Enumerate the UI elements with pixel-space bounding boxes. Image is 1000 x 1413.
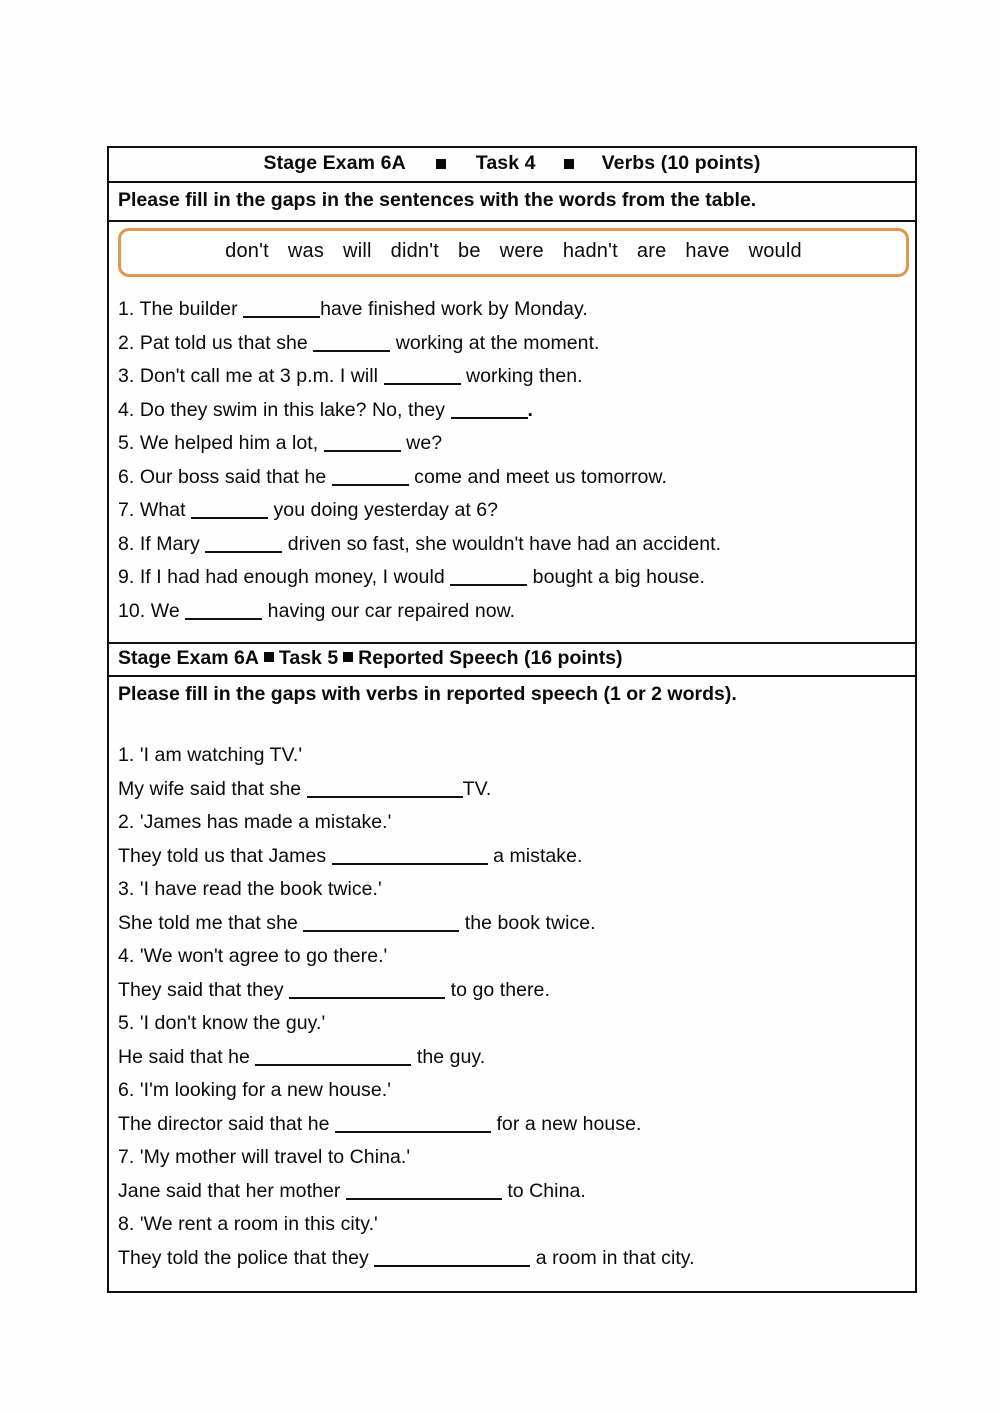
task-5-quote bbox=[118, 1141, 906, 1175]
quote-text: 'We won't agree to go there.' bbox=[139, 945, 388, 967]
task-5-quote bbox=[118, 873, 906, 907]
answer-blank[interactable] bbox=[335, 1131, 491, 1133]
task-5-body-row bbox=[109, 677, 915, 1291]
task-5-question bbox=[118, 974, 906, 1008]
answer-blank[interactable] bbox=[324, 450, 401, 452]
question-number: 7. bbox=[118, 499, 135, 521]
question-text-before: The builder bbox=[139, 298, 238, 320]
square-bullet-icon bbox=[564, 159, 574, 169]
question-number: 1. bbox=[118, 298, 135, 320]
task-5-questions bbox=[109, 706, 915, 1291]
task-5-header-exam: Stage Exam 6A bbox=[118, 647, 259, 669]
answer-blank[interactable] bbox=[289, 997, 445, 999]
answer-blank[interactable] bbox=[451, 417, 528, 419]
question-text-before: If Mary bbox=[139, 532, 200, 555]
question-number: 1. bbox=[118, 744, 135, 766]
word-bank-word[interactable]: would bbox=[748, 240, 802, 262]
question-number: 9. bbox=[118, 566, 135, 588]
question-number: 3. bbox=[118, 365, 135, 387]
question-text-before: They said that they bbox=[118, 978, 290, 1001]
square-bullet-icon bbox=[264, 652, 274, 662]
answer-blank[interactable] bbox=[243, 316, 320, 318]
question-text-before: We bbox=[150, 599, 180, 622]
worksheet-table bbox=[107, 146, 917, 1293]
task-4-question bbox=[118, 595, 906, 629]
question-text-after: for a new house. bbox=[491, 1112, 642, 1135]
task-4-instruction: Please fill in the gaps in the sentences with the words from the table. bbox=[118, 189, 757, 211]
answer-blank[interactable] bbox=[332, 863, 488, 865]
task-4-header-topic: Verbs (10 points) bbox=[601, 152, 761, 174]
blank-spacer bbox=[118, 706, 906, 739]
task-4-question bbox=[118, 461, 906, 495]
word-bank-word[interactable]: was bbox=[287, 240, 325, 262]
answer-blank[interactable] bbox=[374, 1265, 530, 1267]
question-text-before: She told me that she bbox=[118, 911, 304, 934]
task-4-questions bbox=[109, 293, 915, 642]
task-5-question bbox=[118, 840, 906, 874]
question-text-after: the book twice. bbox=[459, 911, 596, 934]
answer-blank[interactable] bbox=[313, 350, 390, 352]
answer-blank[interactable] bbox=[307, 796, 463, 798]
question-number: 6. bbox=[118, 1079, 135, 1101]
task-4-header-row bbox=[109, 148, 915, 183]
task-5-header-topic: Reported Speech (16 points) bbox=[358, 647, 623, 669]
question-number: 4. bbox=[118, 945, 135, 967]
task-5-header bbox=[109, 644, 915, 675]
square-bullet-icon bbox=[343, 652, 353, 662]
answer-blank[interactable] bbox=[384, 383, 461, 385]
task-5-quote bbox=[118, 739, 906, 773]
question-text-before: He said that he bbox=[118, 1045, 256, 1068]
task-4-header bbox=[109, 148, 915, 181]
question-text-before: My wife said that she bbox=[118, 777, 302, 800]
task-5-header-row bbox=[109, 644, 915, 677]
quote-text: 'I am watching TV.' bbox=[139, 744, 303, 766]
question-text-after: a mistake. bbox=[487, 844, 583, 867]
quote-text: 'We rent a room in this city.' bbox=[139, 1213, 378, 1235]
question-text-after: driven so fast, she wouldn't have had an accident. bbox=[282, 532, 722, 555]
task-4-question bbox=[118, 528, 906, 562]
task-4-header-task: Task 4 bbox=[475, 152, 536, 174]
question-text-before: We helped him a lot, bbox=[139, 432, 319, 454]
question-text-after: the guy. bbox=[411, 1045, 486, 1068]
task-4-question bbox=[118, 494, 906, 528]
task-5-question bbox=[118, 1242, 906, 1278]
question-text-after: working then. bbox=[460, 365, 583, 387]
task-5-quote bbox=[118, 806, 906, 840]
word-bank-word[interactable]: hadn't bbox=[562, 240, 618, 262]
question-text-after: come and meet us tomorrow. bbox=[408, 465, 667, 488]
quote-text: 'I have read the book twice.' bbox=[139, 878, 382, 900]
word-bank-word[interactable]: have bbox=[685, 240, 730, 262]
task-4-question bbox=[118, 293, 906, 327]
question-number: 2. bbox=[118, 811, 135, 833]
quote-text: 'James has made a mistake.' bbox=[139, 811, 392, 833]
task-5-instruction: Please fill in the gaps with verbs in reported speech (1 or 2 words). bbox=[118, 683, 737, 705]
task-5-header-task: Task 5 bbox=[278, 647, 339, 669]
task-5-quote bbox=[118, 1208, 906, 1242]
question-number: 5. bbox=[118, 1012, 135, 1034]
question-text-before: They told us that James bbox=[118, 844, 332, 867]
answer-blank[interactable] bbox=[191, 517, 268, 519]
word-bank-word[interactable]: are bbox=[636, 240, 667, 262]
quote-text: 'My mother will travel to China.' bbox=[139, 1146, 411, 1168]
question-text-after: you doing yesterday at 6? bbox=[268, 499, 499, 521]
square-bullet-icon bbox=[436, 159, 446, 169]
answer-blank[interactable] bbox=[205, 551, 282, 553]
answer-blank[interactable] bbox=[332, 484, 409, 486]
task-4-body-row bbox=[109, 228, 915, 644]
question-text-before: Don't call me at 3 p.m. I will bbox=[139, 365, 379, 387]
task-4-question bbox=[118, 427, 906, 461]
task-5-quote bbox=[118, 940, 906, 974]
task-4-header-exam: Stage Exam 6A bbox=[263, 152, 406, 174]
task-5-question bbox=[118, 773, 906, 807]
answer-blank[interactable] bbox=[185, 618, 262, 620]
word-bank-word[interactable]: didn't bbox=[390, 240, 440, 262]
task-5-question bbox=[118, 1108, 906, 1142]
question-text-after: bought a big house. bbox=[527, 566, 705, 588]
question-text-after: working at the moment. bbox=[390, 331, 600, 354]
question-text-before: The director said that he bbox=[118, 1112, 335, 1135]
question-number: 5. bbox=[118, 432, 135, 454]
task-4-question bbox=[118, 360, 906, 394]
task-4-question bbox=[118, 561, 906, 595]
question-number: 3. bbox=[118, 878, 135, 900]
question-text-after: we? bbox=[400, 432, 443, 454]
question-text-after: having our car repaired now. bbox=[262, 599, 516, 622]
question-text-after: TV. bbox=[462, 777, 492, 800]
question-text-after: to China. bbox=[501, 1179, 586, 1202]
word-bank-word[interactable]: be bbox=[458, 240, 481, 262]
answer-blank[interactable] bbox=[346, 1198, 502, 1200]
task-4-question bbox=[118, 327, 906, 361]
task-4-word-bank bbox=[118, 228, 909, 277]
question-number: 4. bbox=[118, 398, 135, 421]
question-text-before: Our boss said that he bbox=[139, 465, 327, 488]
quote-text: 'I don't know the guy.' bbox=[139, 1012, 326, 1034]
question-text-after: have finished work by Monday. bbox=[320, 298, 588, 320]
task-5-quote bbox=[118, 1074, 906, 1108]
answer-blank[interactable] bbox=[303, 930, 459, 932]
question-text-before: If I had had enough money, I would bbox=[139, 566, 445, 588]
question-text-after: to go there. bbox=[445, 978, 550, 1001]
task-5-question bbox=[118, 907, 906, 941]
word-bank-word[interactable]: were bbox=[499, 240, 544, 262]
question-number: 6. bbox=[118, 465, 135, 488]
question-number: 8. bbox=[118, 532, 135, 555]
word-bank-word[interactable]: don't bbox=[225, 240, 269, 262]
question-text-after: . bbox=[527, 398, 533, 421]
question-number: 7. bbox=[118, 1146, 135, 1168]
task-5-question bbox=[118, 1175, 906, 1209]
answer-blank[interactable] bbox=[450, 584, 527, 586]
question-text-after: a room in that city. bbox=[530, 1246, 695, 1269]
question-text-before: Jane said that her mother bbox=[118, 1179, 346, 1202]
question-text-before: What bbox=[139, 499, 186, 521]
question-text-before: Pat told us that she bbox=[139, 331, 308, 354]
question-number: 8. bbox=[118, 1213, 135, 1235]
answer-blank[interactable] bbox=[255, 1064, 411, 1066]
question-number: 10. bbox=[118, 599, 146, 622]
task-5-question bbox=[118, 1041, 906, 1075]
word-bank-word[interactable]: will bbox=[343, 240, 372, 262]
task-5-quote bbox=[118, 1007, 906, 1041]
question-text-before: They told the police that they bbox=[118, 1246, 375, 1269]
question-text-before: Do they swim in this lake? No, they bbox=[139, 398, 446, 421]
question-number: 2. bbox=[118, 331, 135, 354]
quote-text: 'I'm looking for a new house.' bbox=[139, 1079, 391, 1101]
task-4-question bbox=[118, 394, 906, 428]
task-4-instruction-row bbox=[109, 183, 915, 222]
